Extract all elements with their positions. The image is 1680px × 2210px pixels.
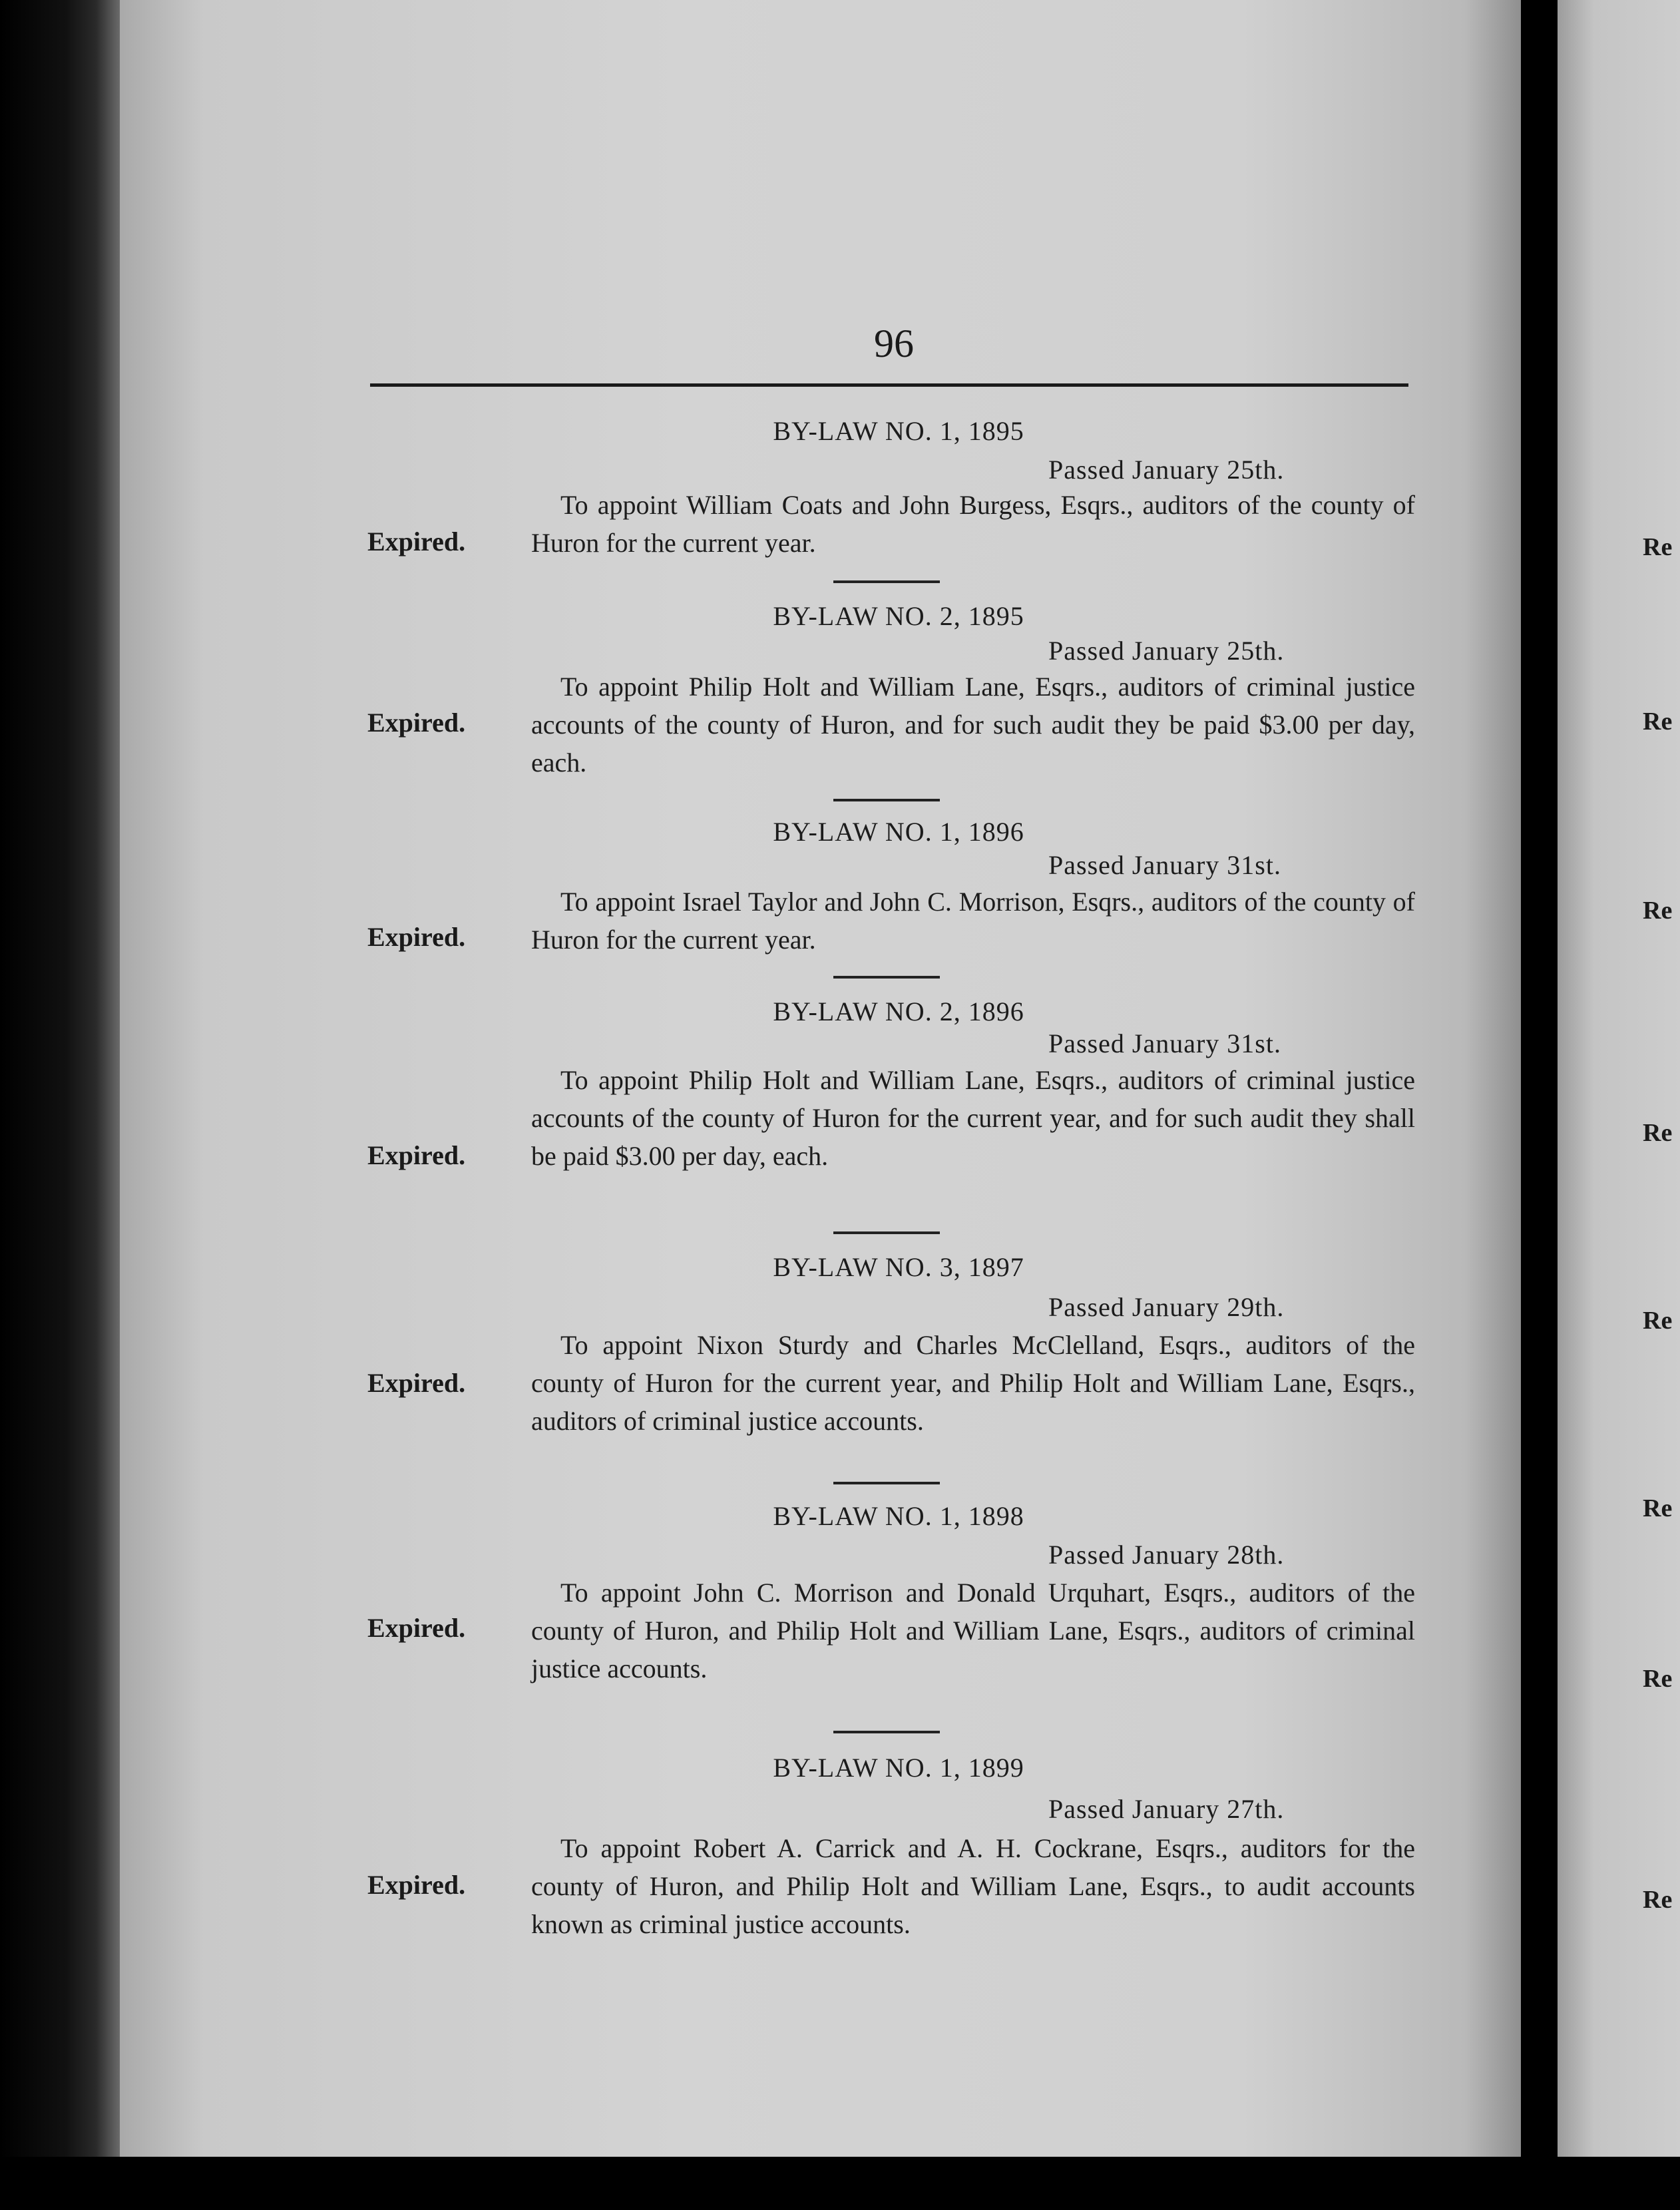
bylaw-title: BY-LAW NO. 3, 1897: [773, 1252, 1024, 1282]
bylaw-title: BY-LAW NO. 1, 1895: [773, 416, 1024, 446]
status-label: Expired.: [367, 1140, 466, 1170]
bylaw-title: BY-LAW NO. 1, 1896: [773, 817, 1024, 847]
bylaw-text: To appoint Robert A. Carrick and A. H. Cockrane, Esqrs., auditors for the county of Huron, and Philip Holt and William Lane, Esqrs., to audit accounts known as criminal justice accounts.: [531, 1833, 1415, 1939]
adjacent-margin-note: Re: [1643, 1665, 1673, 1693]
adjacent-margin-note: Re: [1643, 708, 1673, 736]
section-separator: [833, 580, 940, 583]
adjacent-margin-note: Re: [1643, 1119, 1673, 1147]
page-number: 96: [874, 322, 914, 365]
adjacent-page-edge: [1558, 0, 1680, 2210]
bylaw-text: To appoint John C. Morrison and Donald Urquhart, Esqrs., auditors of the county of Huron, and Philip Holt and William Lane, Esqrs., auditors of criminal justice accounts.: [531, 1578, 1415, 1683]
bylaw-text: To appoint Israel Taylor and John C. Morrison, Esqrs., auditors of the county of Huron for the current year.: [531, 887, 1415, 955]
adjacent-margin-note: Re: [1643, 1307, 1673, 1335]
section-separator: [833, 976, 940, 979]
status-label: Expired.: [367, 527, 466, 556]
passed-date: Passed January 28th.: [1048, 1540, 1285, 1570]
passed-date: Passed January 31st.: [1048, 850, 1281, 880]
bylaw-title: BY-LAW NO. 1, 1898: [773, 1501, 1024, 1531]
status-label: Expired.: [367, 1613, 466, 1643]
adjacent-margin-note: Re: [1643, 533, 1673, 561]
adjacent-margin-note: Re: [1643, 897, 1673, 925]
section-separator: [833, 1231, 940, 1234]
bylaw-title: BY-LAW NO. 1, 1899: [773, 1753, 1024, 1783]
passed-date: Passed January 25th.: [1048, 636, 1285, 666]
status-label: Expired.: [367, 1368, 466, 1398]
adjacent-margin-note: Re: [1643, 1886, 1673, 1914]
header-rule: [370, 383, 1408, 387]
film-edge-left: [0, 0, 120, 2210]
passed-date: Passed January 29th.: [1048, 1292, 1285, 1322]
page-gutter: [1521, 0, 1558, 2210]
status-label: Expired.: [367, 922, 466, 952]
section-separator: [833, 1482, 940, 1484]
status-label: Expired.: [367, 708, 466, 738]
bylaw-text: To appoint Philip Holt and William Lane, Esqrs., auditors of criminal justice accounts of the county of Huron, and for such audit they be paid $3.00 per day, each.: [531, 672, 1415, 777]
bylaw-text: To appoint Philip Holt and William Lane, Esqrs., auditors of criminal justice accounts of the county of Huron for the current year, and for such audit they shall be paid $3.00 per day, each.: [531, 1065, 1415, 1171]
section-separator: [833, 1731, 940, 1733]
status-label: Expired.: [367, 1870, 466, 1900]
passed-date: Passed January 27th.: [1048, 1794, 1285, 1824]
section-separator: [833, 799, 940, 801]
bylaw-text: To appoint William Coats and John Burgess, Esqrs., auditors of the county of Huron for the current year.: [531, 490, 1415, 558]
bylaw-text: To appoint Nixon Sturdy and Charles McClelland, Esqrs., auditors of the county of Huron for the current year, and Philip Holt and William Lane, Esqrs., auditors of criminal justice accounts.: [531, 1330, 1415, 1436]
adjacent-margin-note: Re: [1643, 1494, 1673, 1522]
passed-date: Passed January 25th.: [1048, 455, 1285, 485]
film-edge-bottom: [0, 2157, 1680, 2210]
bylaw-title: BY-LAW NO. 2, 1895: [773, 601, 1024, 631]
passed-date: Passed January 31st.: [1048, 1028, 1281, 1058]
bylaw-title: BY-LAW NO. 2, 1896: [773, 996, 1024, 1026]
